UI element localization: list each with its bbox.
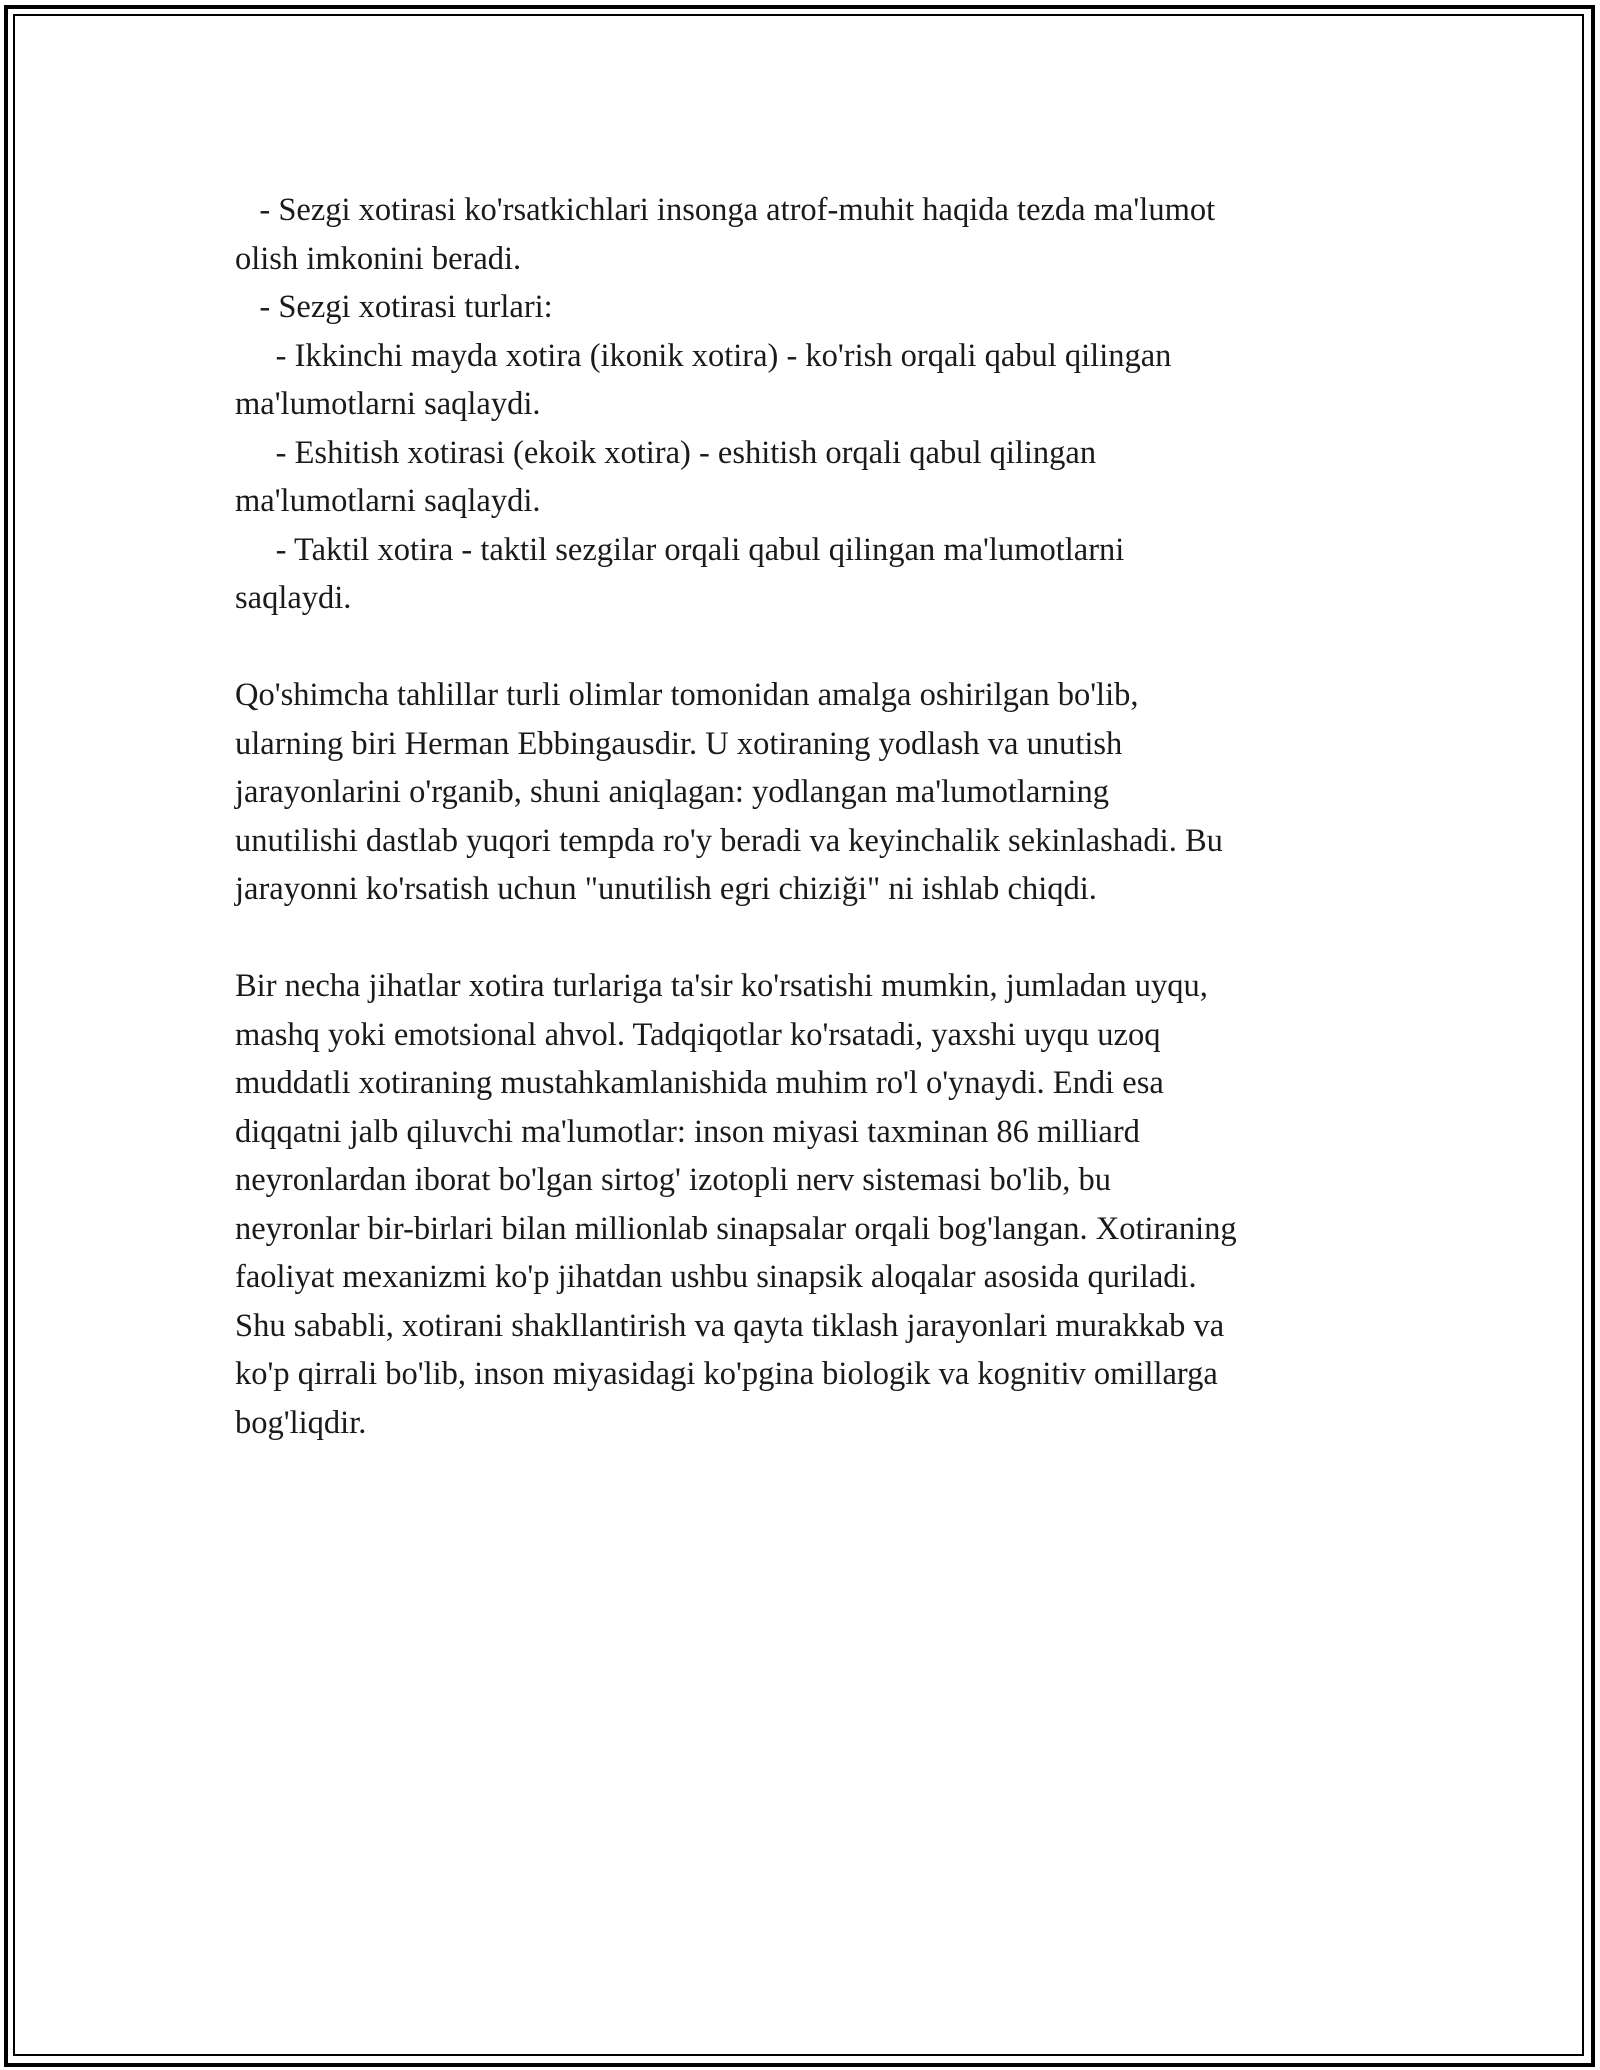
paragraph-line: muddatli xotiraning mustahkamlanishida muhim ro'l o'ynaydi. Endi esa	[235, 1065, 1164, 1101]
list-line: - Eshitish xotirasi (ekoik xotira) - eshitish orqali qabul qilingan	[235, 434, 1097, 471]
paragraph-gap	[235, 623, 1375, 672]
list-line: saqlaydi.	[235, 580, 352, 616]
paragraph-line: ko'p qirrali bo'lib, inson miyasidagi ko'pgina biologik va kognitiv omillarga	[235, 1356, 1218, 1392]
paragraph-line: ularning biri Herman Ebbingausdir. U xotiraning yodlash va unutish	[235, 725, 1123, 762]
paragraph-gap	[235, 914, 1375, 963]
paragraph-line: Qo'shimcha tahlillar turli olimlar tomonidan amalga oshirilgan bo'lib,	[235, 677, 1139, 713]
paragraph-line: mashq yoki emotsional ahvol. Tadqiqotlar ko'rsatadi, yaxshi uyqu uzoq	[235, 1016, 1161, 1053]
paragraph-line: Bir necha jihatlar xotira turlariga ta'sir ko'rsatishi mumkin, jumladan uyqu,	[235, 968, 1208, 1004]
paragraph-line: diqqatni jalb qiluvchi ma'lumotlar: inson miyasi taxminan 86 milliard	[235, 1113, 1140, 1150]
list-line: olish imkonini beradi.	[235, 240, 522, 277]
paragraph-line: bog'liqdir.	[235, 1404, 367, 1441]
paragraph-line: neyronlardan iborat bo'lgan sirtog' izotopli nerv sistemasi bo'lib, bu	[235, 1162, 1111, 1198]
paragraph-line: Shu sababli, xotirani shakllantirish va qayta tiklash jarayonlari murakkab va	[235, 1307, 1225, 1344]
list-line: ma'lumotlarni saqlaydi.	[235, 483, 541, 519]
list-line: - Taktil xotira - taktil sezgilar orqali qabul qilingan ma'lumotlarni	[235, 531, 1125, 568]
ebbinghaus-paragraph	[235, 671, 1375, 914]
paragraph-line: faoliyat mexanizmi ko'p jihatdan ushbu sinapsik aloqalar asosida quriladi.	[235, 1259, 1197, 1295]
sensory-memory-list	[235, 186, 1375, 623]
list-line: ma'lumotlarni saqlaydi.	[235, 386, 541, 422]
paragraph-line: jarayonni ko'rsatish uchun "unutilish egri chiziği" ni ishlab chiqdi.	[235, 871, 1097, 907]
list-line: - Sezgi xotirasi turlari:	[235, 289, 553, 325]
paragraph-line: jarayonlarini o'rganib, shuni aniqlagan: yodlangan ma'lumotlarning	[235, 774, 1109, 810]
document-body	[235, 186, 1375, 1447]
list-line: - Ikkinchi mayda xotira (ikonik xotira) - ko'rish orqali qabul qilingan	[235, 337, 1172, 374]
paragraph-line: unutilishi dastlab yuqori tempda ro'y beradi va keyinchalik sekinlashadi. Bu	[235, 822, 1223, 859]
memory-factors-paragraph	[235, 962, 1375, 1447]
paragraph-line: neyronlar bir-birlari bilan millionlab sinapsalar orqali bog'langan. Xotiraning	[235, 1210, 1237, 1247]
list-line: - Sezgi xotirasi ko'rsatkichlari insonga atrof-muhit haqida tezda ma'lumot	[235, 192, 1216, 228]
